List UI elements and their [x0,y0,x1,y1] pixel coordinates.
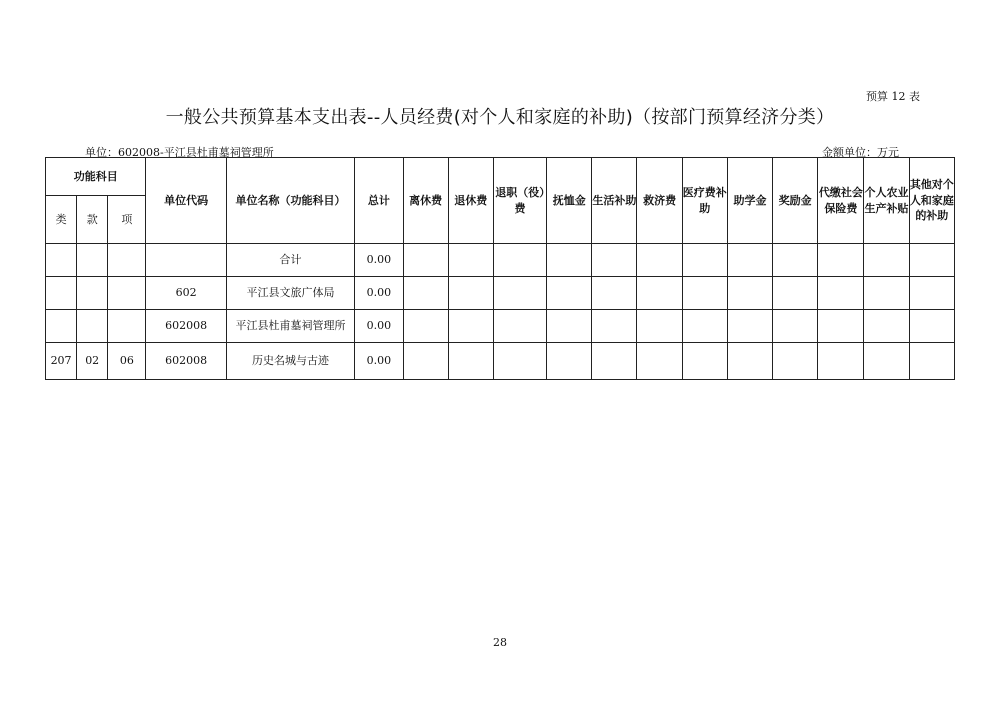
header-sheng-huo: 生活补助 [592,158,637,244]
cell-lei [46,277,77,310]
header-qi-ta: 其他对个人和家庭的补助 [909,158,954,244]
cell-total: 0.00 [355,310,403,343]
cell-empty [448,310,493,343]
cell-empty [547,244,592,277]
cell-empty [818,277,864,310]
cell-empty [864,244,909,277]
page-title: 一般公共预算基本支出表--人员经费(对个人和家庭的补助)（按部门预算经济分类） [165,107,835,128]
cell-name: 历史名城与古迹 [226,343,355,380]
cell-empty [547,310,592,343]
cell-kuan [77,277,108,310]
cell-empty [403,277,448,310]
table-row [46,310,955,343]
cell-empty [864,277,909,310]
page-number: 28 [493,636,507,649]
cell-empty [682,277,727,310]
cell-empty [637,310,682,343]
cell-empty [773,277,818,310]
cell-empty [592,277,637,310]
cell-empty [773,244,818,277]
table-row [46,277,955,310]
cell-xiang [108,277,146,310]
cell-empty [592,244,637,277]
currency-label: 金额单位：万元 [822,146,899,159]
header-row-1 [46,158,955,196]
cell-empty [909,310,954,343]
cell-code [146,244,226,277]
cell-empty [547,343,592,380]
cell-empty [818,310,864,343]
header-tui-zhi: 退职（役）费 [493,158,546,244]
header-jiu-ji: 救济费 [637,158,682,244]
cell-empty [682,244,727,277]
cell-empty [637,277,682,310]
cell-empty [909,277,954,310]
cell-kuan [77,310,108,343]
cell-empty [448,244,493,277]
cell-xiang: 06 [108,343,146,380]
cell-empty [909,343,954,380]
cell-lei [46,244,77,277]
cell-empty [403,343,448,380]
header-li-xiu: 离休费 [403,158,448,244]
cell-empty [592,310,637,343]
header-nong-ye: 个人农业生产补贴 [864,158,909,244]
header-lei: 类 [46,196,77,244]
cell-code: 602008 [146,310,226,343]
header-xiang: 项 [108,196,146,244]
cell-empty [818,343,864,380]
cell-name: 平江县文旅广体局 [226,277,355,310]
cell-total: 0.00 [355,343,403,380]
cell-empty [818,244,864,277]
cell-empty [493,277,546,310]
cell-total: 0.00 [355,277,403,310]
header-kuan: 款 [77,196,108,244]
table-number: 预算 12 表 [866,90,920,103]
cell-empty [727,343,772,380]
header-tui-xiu: 退休费 [448,158,493,244]
cell-lei: 207 [46,343,77,380]
cell-empty [637,244,682,277]
cell-empty [592,343,637,380]
cell-empty [727,244,772,277]
budget-table [45,157,955,380]
cell-name: 平江县杜甫墓祠管理所 [226,310,355,343]
cell-empty [448,343,493,380]
cell-empty [403,310,448,343]
cell-empty [637,343,682,380]
cell-empty [864,310,909,343]
cell-kuan [77,244,108,277]
table-row [46,343,955,380]
cell-empty [547,277,592,310]
cell-empty [448,277,493,310]
cell-lei [46,310,77,343]
cell-code: 602008 [146,343,226,380]
cell-empty [773,310,818,343]
cell-name: 合计 [226,244,355,277]
cell-empty [773,343,818,380]
table-row [46,244,955,277]
cell-xiang [108,244,146,277]
header-function-subject: 功能科目 [46,158,146,196]
header-total: 总计 [355,158,403,244]
cell-empty [727,277,772,310]
header-unit-name: 单位名称（功能科目） [226,158,355,244]
cell-xiang [108,310,146,343]
cell-kuan: 02 [77,343,108,380]
cell-empty [493,244,546,277]
cell-empty [493,310,546,343]
cell-empty [909,244,954,277]
header-dai-jiao: 代缴社会保险费 [818,158,864,244]
unit-label: 单位：602008-平江县杜甫墓祠管理所 [85,146,274,159]
cell-empty [403,244,448,277]
cell-total: 0.00 [355,244,403,277]
header-yi-liao: 医疗费补助 [682,158,727,244]
cell-empty [682,343,727,380]
cell-code: 602 [146,277,226,310]
cell-empty [682,310,727,343]
header-fu-xu: 抚恤金 [547,158,592,244]
header-zhu-xue: 助学金 [727,158,772,244]
header-jiang-li: 奖励金 [773,158,818,244]
cell-empty [864,343,909,380]
cell-empty [493,343,546,380]
header-unit-code: 单位代码 [146,158,226,244]
cell-empty [727,310,772,343]
